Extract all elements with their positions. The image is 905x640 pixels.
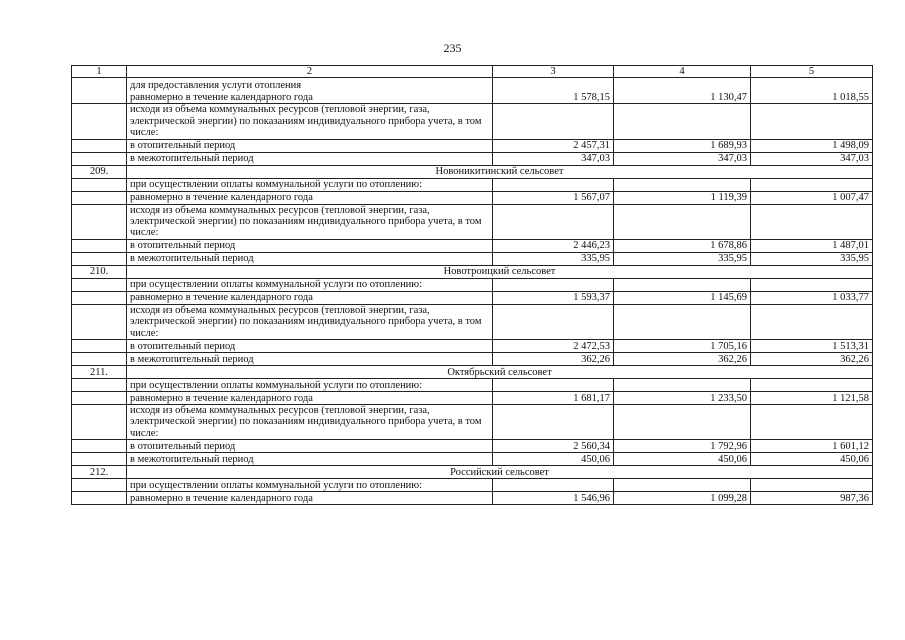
value-col5 — [751, 178, 873, 191]
row-description: при осуществлении оплаты коммунальной услуги по отоплению: — [127, 379, 493, 392]
section-row — [72, 366, 873, 379]
row-number-cell — [72, 278, 127, 291]
section-number: 211. — [72, 366, 127, 379]
table-row — [72, 104, 873, 139]
table-row — [72, 239, 873, 252]
value-col4: 1 233,50 — [614, 392, 751, 405]
value-cell — [493, 304, 614, 339]
value-col3: 335,95 — [493, 252, 614, 265]
row-description: для предоставления услуги отопления — [127, 78, 493, 91]
column-header: 3 — [493, 66, 614, 78]
table-row — [72, 304, 873, 339]
row-number-cell — [72, 152, 127, 165]
value-col4: 1 099,28 — [614, 492, 751, 505]
section-title: Новотроицкий сельсовет — [127, 265, 873, 278]
table-row — [72, 152, 873, 165]
value-col4: 362,26 — [614, 353, 751, 366]
value-col5: 347,03 — [751, 152, 873, 165]
row-number-cell — [72, 291, 127, 304]
value-col4 — [614, 278, 751, 291]
table-row — [72, 139, 873, 152]
value-col5: 1 601,12 — [751, 440, 873, 453]
table-row — [72, 78, 873, 91]
value-col3: 362,26 — [493, 353, 614, 366]
value-col4: 1 792,96 — [614, 440, 751, 453]
section-row — [72, 466, 873, 479]
row-number-cell — [72, 252, 127, 265]
table-row — [72, 492, 873, 505]
column-header: 5 — [751, 66, 873, 78]
value-cell — [751, 405, 873, 440]
table-row — [72, 278, 873, 291]
value-col5: 1 007,47 — [751, 191, 873, 204]
value-col3: 2 560,34 — [493, 440, 614, 453]
row-description: при осуществлении оплаты коммунальной услуги по отоплению: — [127, 479, 493, 492]
page-number: 235 — [443, 41, 462, 55]
value-col5: 1 018,55 — [751, 91, 873, 104]
section-number: 209. — [72, 165, 127, 178]
value-col3 — [493, 379, 614, 392]
row-description: при осуществлении оплаты коммунальной услуги по отоплению: — [127, 278, 493, 291]
row-number-cell — [72, 191, 127, 204]
value-col4: 1 130,47 — [614, 91, 751, 104]
value-col3 — [493, 178, 614, 191]
value-col4 — [614, 379, 751, 392]
value-col4: 1 119,39 — [614, 191, 751, 204]
value-col4: 1 145,69 — [614, 291, 751, 304]
section-title: Октябрьский сельсовет — [127, 366, 873, 379]
value-col5 — [751, 379, 873, 392]
value-cell — [614, 204, 751, 239]
row-number-cell — [72, 353, 127, 366]
value-col4: 1 678,86 — [614, 239, 751, 252]
row-number-cell — [72, 405, 127, 440]
row-number-cell — [72, 78, 127, 91]
section-title: Новоникитинский сельсовет — [127, 165, 873, 178]
table-row — [72, 91, 873, 104]
section-number: 212. — [72, 466, 127, 479]
row-description: в отопительный период — [127, 440, 493, 453]
value-cell — [751, 104, 873, 139]
value-col3: 1 567,07 — [493, 191, 614, 204]
table-row — [72, 204, 873, 239]
value-col5 — [751, 479, 873, 492]
table-row — [72, 340, 873, 353]
value-cell — [493, 405, 614, 440]
tariff-table — [71, 65, 873, 505]
value-cell — [614, 405, 751, 440]
column-header: 4 — [614, 66, 751, 78]
row-description: в отопительный период — [127, 340, 493, 353]
value-col4: 450,06 — [614, 453, 751, 466]
row-number-cell — [72, 392, 127, 405]
value-col5: 450,06 — [751, 453, 873, 466]
row-description: при осуществлении оплаты коммунальной услуги по отоплению: — [127, 178, 493, 191]
value-cell — [751, 204, 873, 239]
row-description: равномерно в течение календарного года — [127, 492, 493, 505]
value-col5 — [751, 78, 873, 91]
table-row — [72, 479, 873, 492]
table-header-row — [72, 66, 873, 78]
value-col3: 1 578,15 — [493, 91, 614, 104]
column-header: 2 — [127, 66, 493, 78]
value-col4: 335,95 — [614, 252, 751, 265]
row-number-cell — [72, 340, 127, 353]
row-description: в отопительный период — [127, 239, 493, 252]
value-cell — [614, 104, 751, 139]
table-row — [72, 291, 873, 304]
value-col3: 1 593,37 — [493, 291, 614, 304]
tariff-table-body — [72, 66, 873, 505]
row-description: исходя из объема коммунальных ресурсов (тепловой энергии, газа, электрической энергии) по показаниям индивидуального прибора учета, в том числе: — [127, 104, 493, 139]
row-description: в межотопительный период — [127, 252, 493, 265]
table-row — [72, 379, 873, 392]
value-col5: 362,26 — [751, 353, 873, 366]
row-description: равномерно в течение календарного года — [127, 191, 493, 204]
value-cell — [493, 104, 614, 139]
section-title: Российский сельсовет — [127, 466, 873, 479]
row-description: в межотопительный период — [127, 152, 493, 165]
table-row — [72, 191, 873, 204]
value-col3: 1 546,96 — [493, 492, 614, 505]
value-col4 — [614, 178, 751, 191]
row-description: в межотопительный период — [127, 353, 493, 366]
value-col3: 2 472,53 — [493, 340, 614, 353]
value-col3 — [493, 479, 614, 492]
row-number-cell — [72, 492, 127, 505]
value-col5: 1 121,58 — [751, 392, 873, 405]
value-col3: 1 681,17 — [493, 392, 614, 405]
row-number-cell — [72, 139, 127, 152]
value-col3 — [493, 78, 614, 91]
column-header: 1 — [72, 66, 127, 78]
row-number-cell — [72, 453, 127, 466]
table-row — [72, 453, 873, 466]
row-number-cell — [72, 304, 127, 339]
table-row — [72, 405, 873, 440]
value-cell — [614, 304, 751, 339]
value-col3 — [493, 278, 614, 291]
value-col4 — [614, 78, 751, 91]
row-description: равномерно в течение календарного года — [127, 91, 493, 104]
row-number-cell — [72, 91, 127, 104]
value-col3: 2 457,31 — [493, 139, 614, 152]
value-col5 — [751, 278, 873, 291]
value-col3: 450,06 — [493, 453, 614, 466]
value-col5: 1 487,01 — [751, 239, 873, 252]
row-number-cell — [72, 479, 127, 492]
value-col4: 347,03 — [614, 152, 751, 165]
row-description: исходя из объема коммунальных ресурсов (тепловой энергии, газа, электрической энергии) по показаниям индивидуального прибора учета, в том числе: — [127, 204, 493, 239]
row-description: исходя из объема коммунальных ресурсов (тепловой энергии, газа, электрической энергии) по показаниям индивидуального прибора учета, в том числе: — [127, 405, 493, 440]
table-row — [72, 440, 873, 453]
section-row — [72, 165, 873, 178]
value-col4 — [614, 479, 751, 492]
table-row — [72, 353, 873, 366]
section-number: 210. — [72, 265, 127, 278]
row-description: равномерно в течение календарного года — [127, 291, 493, 304]
table-row — [72, 252, 873, 265]
value-col5: 987,36 — [751, 492, 873, 505]
value-col3: 347,03 — [493, 152, 614, 165]
row-description: в отопительный период — [127, 139, 493, 152]
row-number-cell — [72, 204, 127, 239]
value-col5: 1 498,09 — [751, 139, 873, 152]
section-row — [72, 265, 873, 278]
row-description: равномерно в течение календарного года — [127, 392, 493, 405]
value-col3: 2 446,23 — [493, 239, 614, 252]
row-number-cell — [72, 104, 127, 139]
row-number-cell — [72, 379, 127, 392]
row-number-cell — [72, 178, 127, 191]
table-row — [72, 392, 873, 405]
value-col5: 1 033,77 — [751, 291, 873, 304]
table-row — [72, 178, 873, 191]
value-col5: 335,95 — [751, 252, 873, 265]
value-cell — [751, 304, 873, 339]
value-col4: 1 705,16 — [614, 340, 751, 353]
row-description: в межотопительный период — [127, 453, 493, 466]
value-col5: 1 513,31 — [751, 340, 873, 353]
value-cell — [493, 204, 614, 239]
value-col4: 1 689,93 — [614, 139, 751, 152]
row-description: исходя из объема коммунальных ресурсов (тепловой энергии, газа, электрической энергии) по показаниям индивидуального прибора учета, в том числе: — [127, 304, 493, 339]
row-number-cell — [72, 239, 127, 252]
row-number-cell — [72, 440, 127, 453]
